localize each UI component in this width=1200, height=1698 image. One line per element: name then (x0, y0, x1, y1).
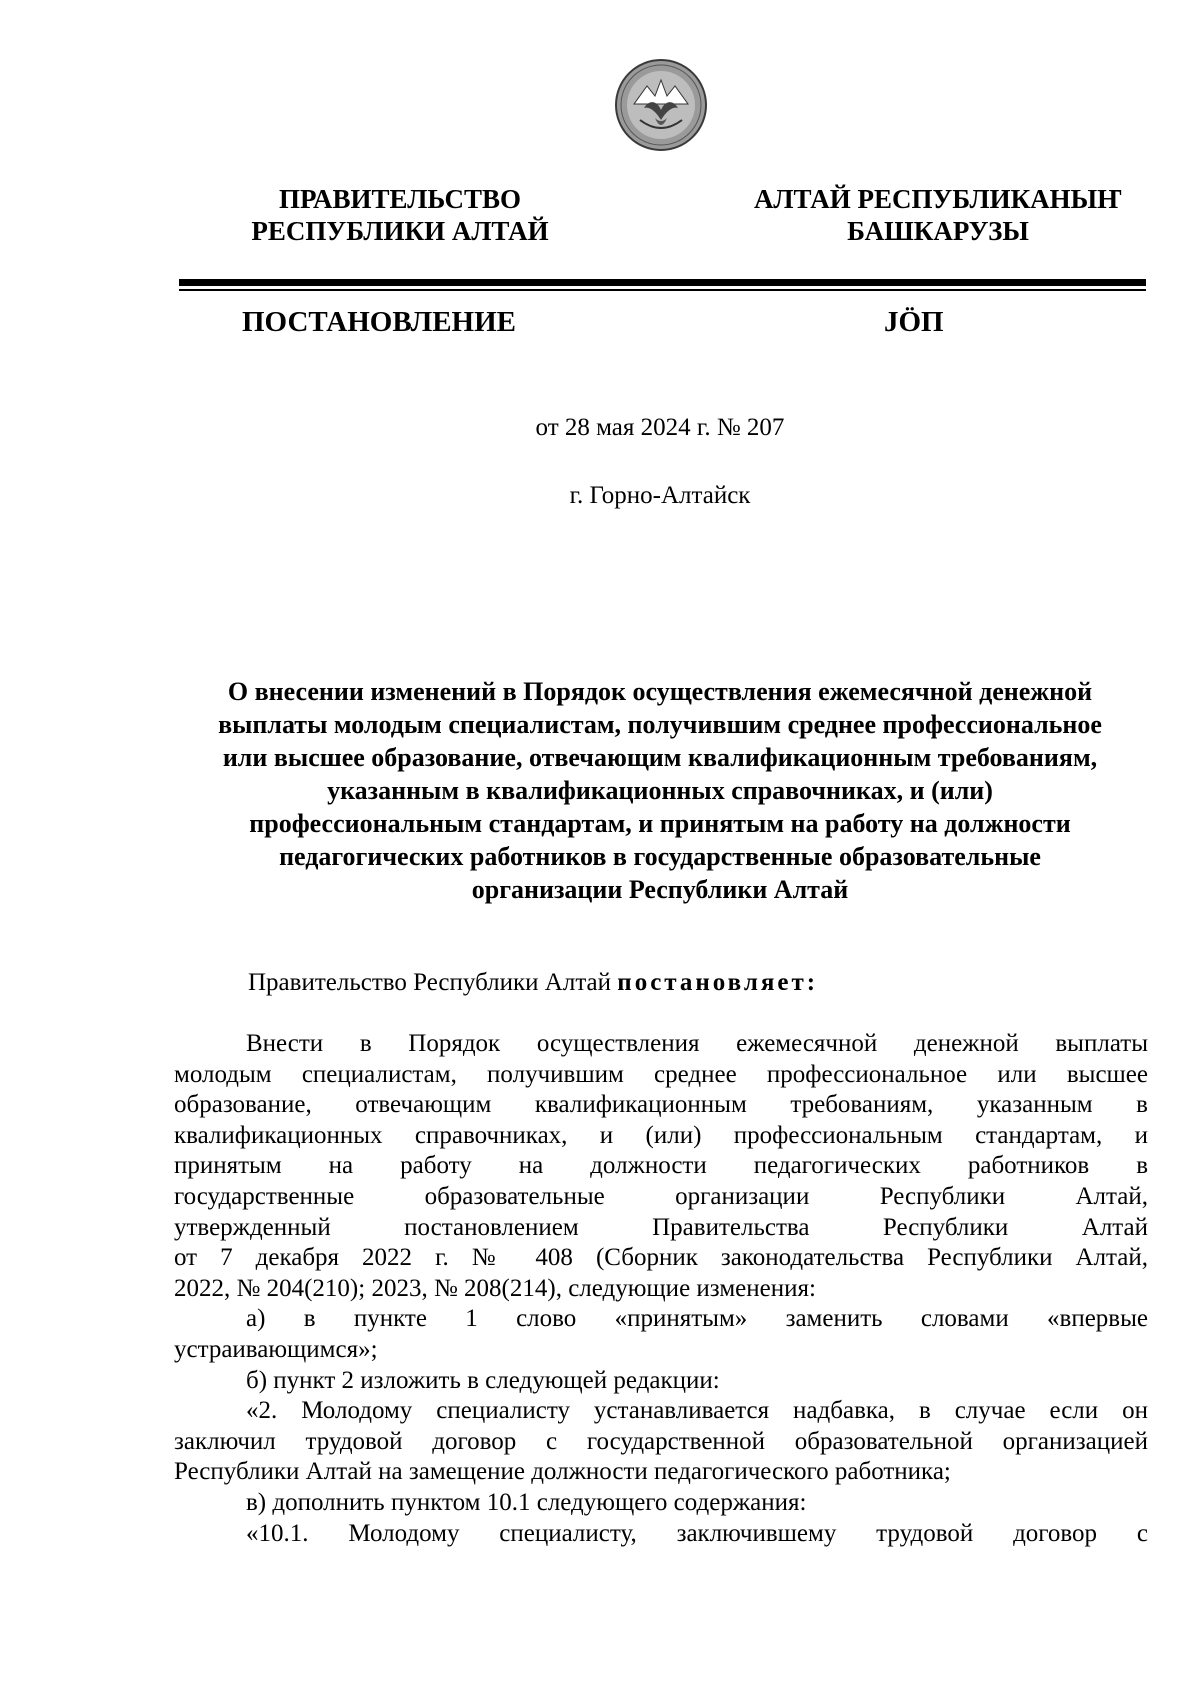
title-line: О внесении изменений в Порядок осуществления ежемесячной денежной (227, 677, 1093, 706)
title-line: выплаты молодым специалистам, получившим среднее профессиональное (218, 710, 1102, 739)
body-line: «2. Молодому специалисту устанавливается надбавка, в случае если он (246, 1397, 1148, 1425)
body-line: молодым специалистам, получившим среднее профессиональное или высшее (174, 1060, 1148, 1088)
header-divider-thin (179, 289, 1146, 291)
body-line: заключил трудовой договор с государственной образовательной организацией (174, 1427, 1148, 1455)
doc-type-altai: JӦП (884, 306, 944, 338)
resolution-verb: постановляет: (617, 969, 819, 996)
body-line: от 7 декабря 2022 г. № 408 (Сборник законодательства Республики Алтай, (174, 1244, 1148, 1272)
government-name-altai-line-2: БАШКАРУЗЫ (847, 216, 1029, 246)
doc-type-russian: ПОСТАНОВЛЕНИЕ (242, 306, 517, 338)
coat-of-arms-emblem (614, 58, 708, 152)
government-name-russian (200, 183, 600, 247)
body-line: «10.1. Молодому специалисту, заключившему трудовой договор с (246, 1519, 1148, 1547)
body-line: государственные образовательные организации Республики Алтай, (174, 1182, 1148, 1210)
body-line: 2022, № 204(210); 2023, № 208(214), следующие изменения: (174, 1274, 816, 1302)
body-line: а) в пункте 1 слово «принятым» заменить словами «впервые (246, 1305, 1148, 1333)
document-title (175, 675, 1145, 906)
body-line: утвержденный постановлением Правительства Республики Алтай (174, 1213, 1148, 1241)
city-name: г. Горно-Алтайск (569, 482, 751, 509)
header-divider-thick (179, 279, 1146, 286)
body-line: устраивающимся»; (174, 1335, 378, 1363)
body-line: образование, отвечающим квалификационным требованиям, указанным в (174, 1091, 1148, 1119)
title-line: профессиональным стандартам, и принятым на работу на должности (249, 809, 1071, 838)
resolution-line (248, 968, 818, 998)
document-body (174, 1029, 1148, 1549)
title-line: или высшее образование, отвечающим квалификационным требованиям, (222, 743, 1098, 772)
title-line: организации Республики Алтай (471, 875, 849, 904)
title-line: педагогических работников в государственные образовательные (279, 842, 1041, 871)
body-line: принятым на работу на должности педагогических работников в (174, 1152, 1148, 1180)
government-name-altai (718, 183, 1158, 247)
body-line: в) дополнить пунктом 10.1 следующего содержания: (246, 1488, 807, 1516)
government-name-altai-line-1: АЛТАЙ РЕСПУБЛИКАНЫҤ (753, 184, 1123, 214)
body-line: Республики Алтай на замещение должности педагогического работника; (174, 1458, 951, 1486)
body-line: квалификационных справочниках, и (или) профессиональным стандартам, и (174, 1121, 1148, 1149)
body-line: б) пункт 2 изложить в следующей редакции: (246, 1366, 720, 1394)
body-line: Внести в Порядок осуществления ежемесячной денежной выплаты (246, 1030, 1148, 1057)
government-name-line-2: РЕСПУБЛИКИ АЛТАЙ (251, 216, 549, 246)
title-line: указанным в квалификационных справочниках, и (или) (327, 776, 993, 805)
resolution-subject: Правительство Республики Алтай (248, 969, 612, 996)
government-name-line-1: ПРАВИТЕЛЬСТВО (278, 184, 522, 214)
date-and-number: от 28 мая 2024 г. № 207 (535, 414, 785, 441)
